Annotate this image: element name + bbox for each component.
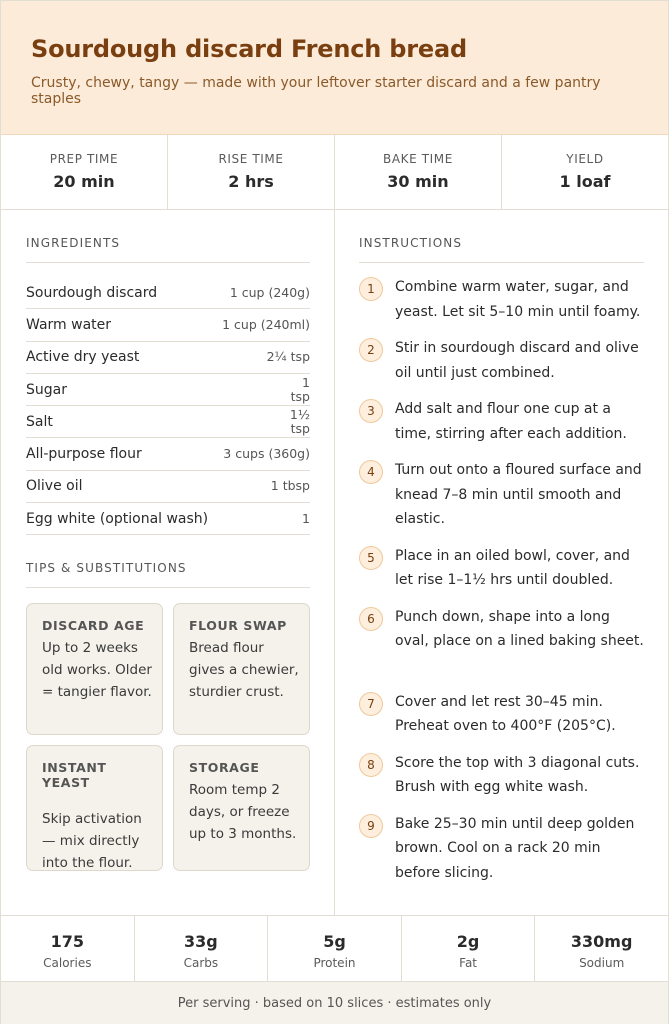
nutrition-label: Sodium bbox=[579, 956, 625, 970]
tip-card-discard-age bbox=[26, 603, 163, 735]
step-text: Punch down, shape into a long oval, place on a lined baking sheet. bbox=[395, 608, 644, 649]
tip-body: Room temp 2 days, or freeze up to 3 months. bbox=[189, 782, 297, 843]
ingredient-row bbox=[26, 374, 310, 406]
ingredient-amount: 1 tbsp bbox=[270, 478, 310, 494]
step-number-badge: 1 bbox=[359, 277, 383, 301]
ingredient-amount: 1 tsp bbox=[290, 374, 310, 404]
ingredient-row bbox=[26, 503, 310, 535]
step-number-badge: 8 bbox=[359, 753, 383, 777]
tips-heading: TIPS & SUBSTITUTIONS bbox=[26, 561, 310, 588]
ingredients-heading: INGREDIENTS bbox=[26, 236, 310, 263]
nutrition-value: 33g bbox=[184, 932, 218, 951]
stat-label: BAKE TIME bbox=[383, 152, 453, 166]
step-number-badge: 6 bbox=[359, 607, 383, 631]
ingredient-name: Sugar bbox=[26, 381, 67, 398]
tip-card-storage bbox=[173, 745, 310, 871]
nutrition-protein bbox=[268, 916, 402, 981]
nutrition-label: Carbs bbox=[183, 956, 219, 970]
tip-body: Up to 2 weeks old works. Older = tangier flavor. bbox=[42, 640, 152, 701]
ingredient-name: Salt bbox=[26, 413, 53, 430]
instruction-step bbox=[359, 544, 644, 593]
step-text: Cover and let rest 30–45 min. Preheat oven to 400°F (205°C). bbox=[395, 693, 616, 734]
left-column bbox=[1, 210, 335, 915]
ingredient-amount: 1 cup (240g) bbox=[229, 284, 310, 300]
stat-label: YIELD bbox=[566, 152, 604, 166]
ingredient-amount: 3 cups (360g) bbox=[223, 446, 310, 462]
tip-body: Bread flour gives a chewier, sturdier crust. bbox=[189, 640, 299, 701]
step-number-badge: 4 bbox=[359, 460, 383, 484]
stat-prep-time bbox=[1, 135, 168, 209]
stat-bake-time bbox=[335, 135, 502, 209]
instruction-step bbox=[359, 690, 644, 739]
right-column bbox=[335, 210, 668, 915]
nutrition-label: Protein bbox=[313, 956, 356, 970]
ingredient-row bbox=[26, 309, 310, 341]
instruction-step bbox=[359, 605, 644, 654]
ingredient-row bbox=[26, 438, 310, 470]
step-number-badge: 7 bbox=[359, 692, 383, 716]
recipe-subtitle: Crusty, chewy, tangy — made with your leftover starter discard and a few pantry staples bbox=[31, 75, 601, 107]
ingredient-name: Active dry yeast bbox=[26, 349, 140, 366]
stat-value: 30 min bbox=[387, 172, 449, 191]
instruction-step bbox=[359, 458, 644, 532]
nutrition-label: Calories bbox=[43, 956, 92, 970]
ingredient-amount: 1 cup (240ml) bbox=[222, 316, 310, 332]
step-text: Add salt and flour one cup at a time, stirring after each addition. bbox=[395, 401, 627, 442]
tips-grid bbox=[26, 603, 310, 871]
ingredient-amount: 2¼ tsp bbox=[266, 349, 310, 365]
tip-body: Skip activation — mix directly into the flour. bbox=[42, 811, 142, 872]
step-text: Turn out onto a floured surface and knead 7–8 min until smooth and elastic. bbox=[395, 462, 642, 527]
stat-value: 20 min bbox=[53, 172, 115, 191]
step-text: Stir in sourdough discard and olive oil until just combined. bbox=[395, 340, 639, 381]
recipe-stats bbox=[1, 135, 668, 210]
nutrition-carbs bbox=[135, 916, 269, 981]
tip-card-instant-yeast bbox=[26, 745, 163, 871]
instruction-steps bbox=[359, 275, 644, 885]
instruction-step bbox=[359, 275, 644, 324]
nutrition-label: Fat bbox=[459, 956, 477, 970]
ingredient-name: Warm water bbox=[26, 316, 112, 333]
nutrition-value: 175 bbox=[50, 932, 84, 951]
step-text: Place in an oiled bowl, cover, and let rise 1–1½ hrs until doubled. bbox=[395, 547, 630, 588]
stat-value: 2 hrs bbox=[228, 172, 274, 191]
instruction-step bbox=[359, 751, 644, 800]
tip-card-flour-swap bbox=[173, 603, 310, 735]
nutrition-value: 330mg bbox=[570, 932, 633, 951]
ingredient-row bbox=[26, 342, 310, 374]
step-number-badge: 9 bbox=[359, 814, 383, 838]
nutrition-value: 5g bbox=[323, 932, 346, 951]
step-text: Score the top with 3 diagonal cuts. Brush with egg white wash. bbox=[395, 754, 640, 795]
ingredient-amount: 1½ tsp bbox=[289, 406, 310, 436]
nutrition-calories bbox=[1, 916, 135, 981]
recipe-header bbox=[1, 1, 668, 135]
step-number-badge: 3 bbox=[359, 399, 383, 423]
nutrition-sodium bbox=[535, 916, 668, 981]
recipe-title: Sourdough discard French bread bbox=[31, 35, 467, 63]
step-text: Bake 25–30 min until deep golden brown. Cool on a rack 20 min before slicing. bbox=[395, 815, 635, 881]
stat-value: 1 loaf bbox=[559, 172, 611, 191]
ingredient-row bbox=[26, 471, 310, 503]
ingredient-name: Egg white (optional wash) bbox=[26, 510, 209, 527]
stat-yield bbox=[502, 135, 668, 209]
recipe-body bbox=[1, 210, 668, 916]
ingredient-name: Sourdough discard bbox=[26, 284, 158, 301]
tip-heading: STORAGE bbox=[189, 760, 260, 776]
stat-rise-time bbox=[168, 135, 335, 209]
ingredient-name: Olive oil bbox=[26, 478, 83, 495]
ingredient-amount: 1 bbox=[302, 510, 310, 526]
nutrition-value: 2g bbox=[456, 932, 480, 951]
nutrition-fat bbox=[402, 916, 536, 981]
tip-heading: FLOUR SWAP bbox=[189, 618, 287, 634]
stat-label: RISE TIME bbox=[218, 152, 284, 166]
ingredient-name: All-purpose flour bbox=[26, 446, 142, 463]
step-number-badge: 5 bbox=[359, 546, 383, 570]
ingredient-row bbox=[26, 406, 310, 438]
instruction-step bbox=[359, 336, 644, 385]
ingredient-list bbox=[26, 277, 310, 535]
stat-label: PREP TIME bbox=[49, 152, 119, 166]
tip-heading: INSTANT YEAST bbox=[42, 760, 107, 791]
ingredient-row bbox=[26, 277, 310, 309]
step-text: Combine warm water, sugar, and yeast. Let sit 5–10 min until foamy. bbox=[395, 279, 641, 320]
step-number-badge: 2 bbox=[359, 338, 383, 362]
instructions-heading: INSTRUCTIONS bbox=[359, 236, 644, 263]
tip-heading: DISCARD AGE bbox=[42, 618, 145, 634]
instruction-step bbox=[359, 812, 644, 886]
nutrition-bar bbox=[1, 916, 668, 982]
serving-note: Per serving · based on 10 slices · estimates only bbox=[1, 982, 668, 1024]
instruction-step bbox=[359, 397, 644, 446]
